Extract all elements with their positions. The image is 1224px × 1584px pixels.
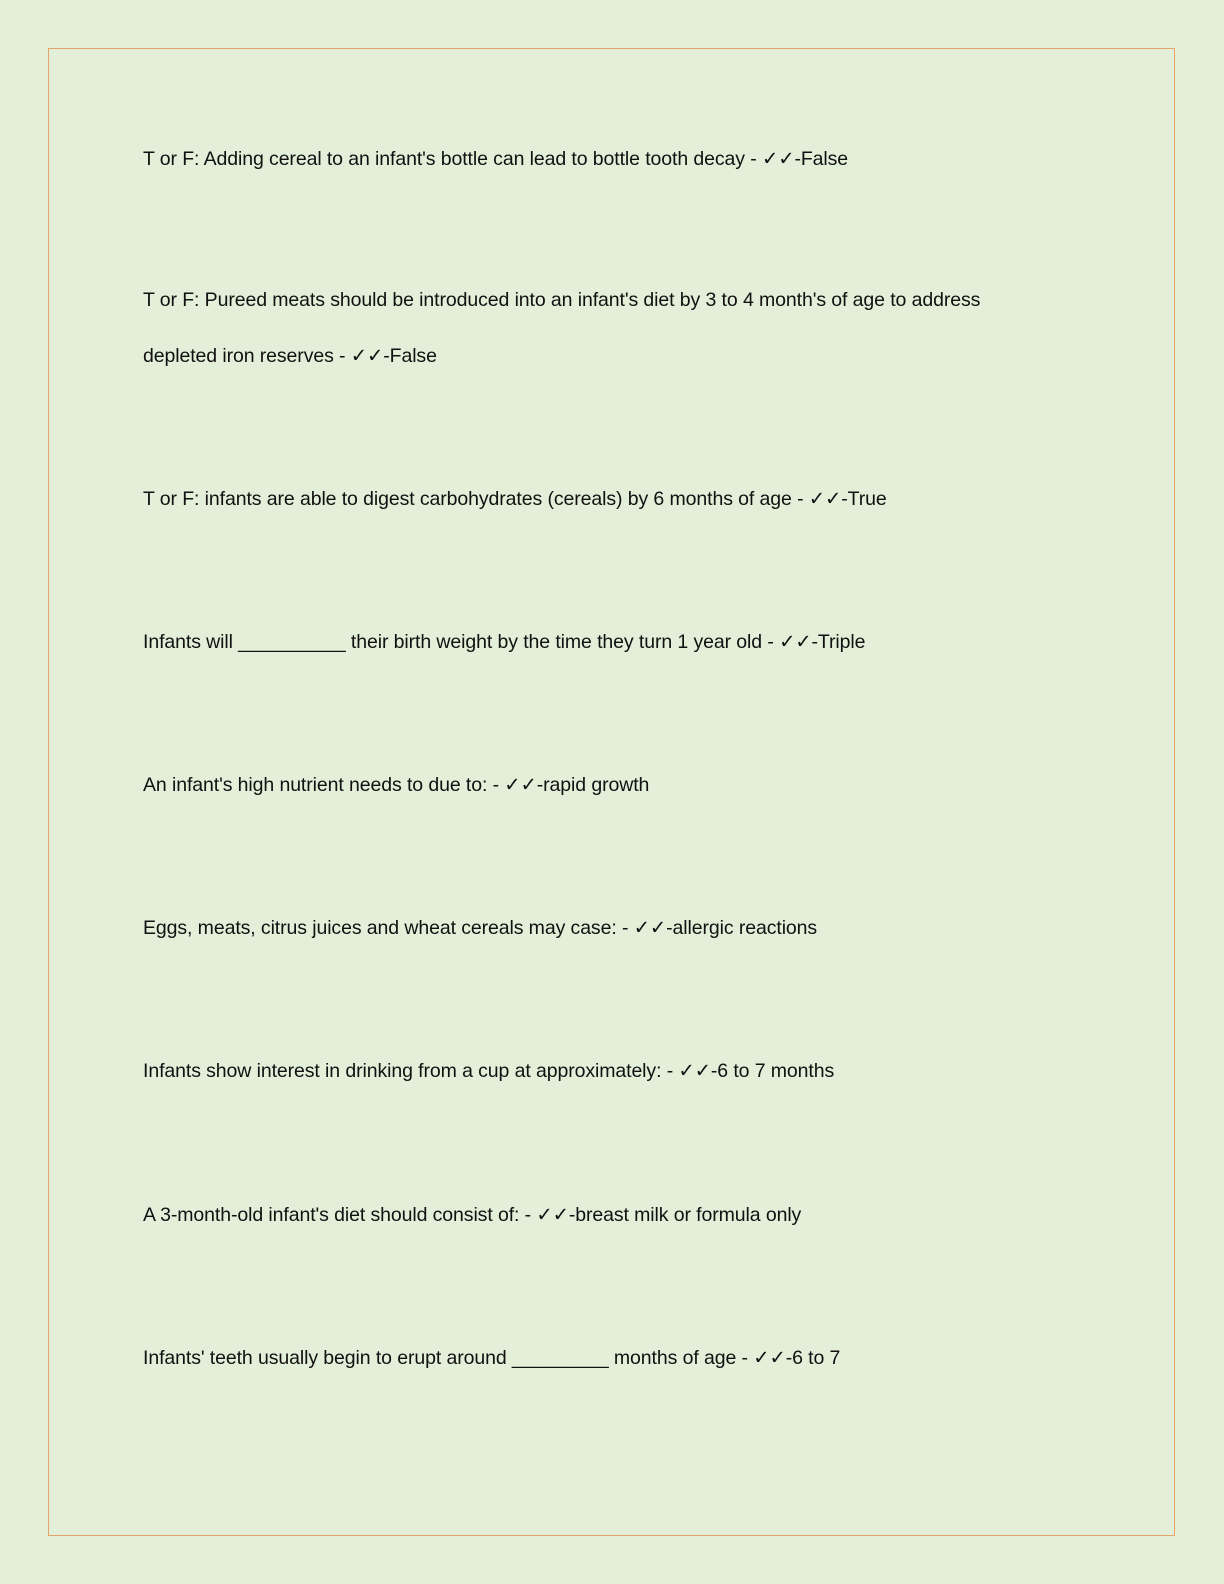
question-3-line-1: T or F: infants are able to digest carbohydrates (cereals) by 6 months of age - ✓✓-True [143,488,887,510]
question-8 [143,1187,1103,1243]
question-8-line-1: A 3-month-old infant's diet should consist of: - ✓✓-breast milk or formula only [143,1204,802,1226]
question-7-line-1: Infants show interest in drinking from a cup at approximately: - ✓✓-6 to 7 months [143,1060,835,1082]
question-2 [143,272,1103,384]
question-5-line-1: An infant's high nutrient needs to due to: - ✓✓-rapid growth [143,774,650,796]
question-3 [143,471,1103,527]
question-4-line-1: Infants will __________ their birth weight by the time they turn 1 year old - ✓✓-Triple [143,631,866,653]
question-6 [143,900,1103,956]
question-4 [143,614,1103,670]
question-9 [143,1330,1103,1386]
question-1-line-1: T or F: Adding cereal to an infant's bottle can lead to bottle tooth decay - ✓✓-False [143,148,849,170]
question-2-line-1: T or F: Pureed meats should be introduced into an infant's diet by 3 to 4 month's of age to address [143,289,981,311]
question-9-line-1: Infants' teeth usually begin to erupt around _________ months of age - ✓✓-6 to 7 [143,1347,841,1369]
question-7 [143,1043,1103,1099]
question-6-line-1: Eggs, meats, citrus juices and wheat cereals may case: - ✓✓-allergic reactions [143,917,818,939]
question-1 [143,131,1103,187]
question-2-line-2: depleted iron reserves - ✓✓-False [143,345,437,367]
question-5 [143,757,1103,813]
